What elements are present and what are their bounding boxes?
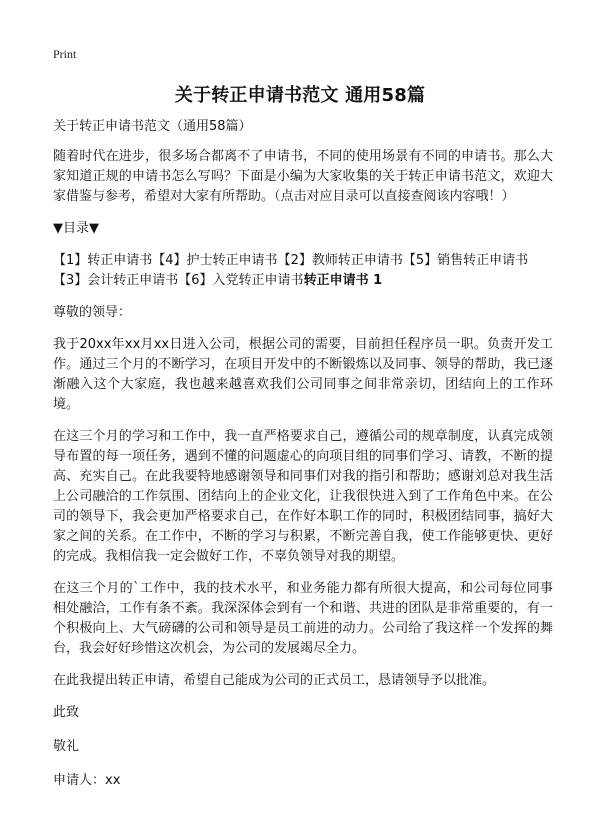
document-body — [53, 117, 553, 805]
document-subtitle: 关于转正申请书范文（通用58篇） — [53, 119, 252, 134]
toc-item-2[interactable]: 【2】教师转正申请书 — [277, 253, 403, 268]
document-title: 关于转正申请书范文 通用58篇 — [174, 85, 426, 106]
body-paragraph-4: 在此我提出转正申请，希望自己能成为公司的正式员工，恳请领导予以批准。 — [53, 673, 496, 688]
body-paragraph-2: 在这三个月的学习和工作中，我一直严格要求自己，遵循公司的规章制度，认真完成领导布置的每一项任务，遇到不懂的问题虚心的向项目组的同事们学习、请教，不断的提高、充实自己。在此我要特地感谢领导和同事们对我的指引和帮助；感谢刘总对我生活上公司融洽的工作氛围、团结向上的企业文化，让我很快进入到了工作角色中来。在公司的领导下，我会更加严格要求自己，在作好本职工作的同时，积极团结同事，搞好大家之间的关系。在工作中，不断的学习与积累，不断完善自我，使工作能够更快、更好的完成。我相信我一定会做好工作，不辜负领导对我的期望。 — [53, 429, 553, 564]
salutation: 敬礼 — [53, 739, 80, 754]
table-of-contents — [53, 251, 553, 291]
toc-item-1[interactable]: 【1】转正申请书 — [53, 253, 153, 268]
toc-item-5[interactable]: 【5】销售转正申请书 — [402, 253, 529, 268]
body-paragraph-3: 在这三个月的`工作中，我的技术水平，和业务能力都有所很大提高，和公司每位同事相处融洽，工作有条不紊。我深深体会到有一个和谐、共进的团队是非常重要的，有一个积极向上、大气磅礴的公司和领导是员工前进的动力。公司给了我这样一个发挥的舞台，我会好好珍惜这次机会，为公司的发展竭尽全力。 — [53, 581, 553, 656]
toc-heading[interactable]: ▼目录▼ — [53, 221, 99, 236]
print-link[interactable]: Print — [53, 47, 77, 61]
closing-line: 此致 — [53, 705, 80, 720]
body-paragraph-1: 我于20xx年xx月xx日进入公司，根据公司的需要，目前担任程序员一职。负责开发工作。通过三个月的不断学习，在项目开发中的不断锻炼以及同事、领导的帮助，我已逐渐融入这个大家庭，我也越来越喜欢我们公司同事之间非常亲切，团结向上的工作环境。 — [53, 337, 553, 412]
signature-line: 申请人：xx — [53, 773, 121, 788]
current-section-heading: 转正申请书 1 — [303, 273, 383, 288]
intro-paragraph: 随着时代在进步，很多场合都离不了申请书，不同的使用场景有不同的申请书。那么大家知道正规的申请书怎么写吗？下面是小编为大家收集的关于转正申请书范文，欢迎大家借鉴与参考，希望对大家有所帮助。（点击对应目录可以直接查阅该内容哦！） — [53, 149, 553, 204]
toc-item-3[interactable]: 【3】会计转正申请书 — [53, 273, 179, 288]
toc-item-4[interactable]: 【4】护士转正申请书 — [152, 253, 278, 268]
greeting: 尊敬的领导： — [53, 305, 132, 320]
toc-item-6[interactable]: 【6】入党转正申请书 — [178, 273, 304, 288]
